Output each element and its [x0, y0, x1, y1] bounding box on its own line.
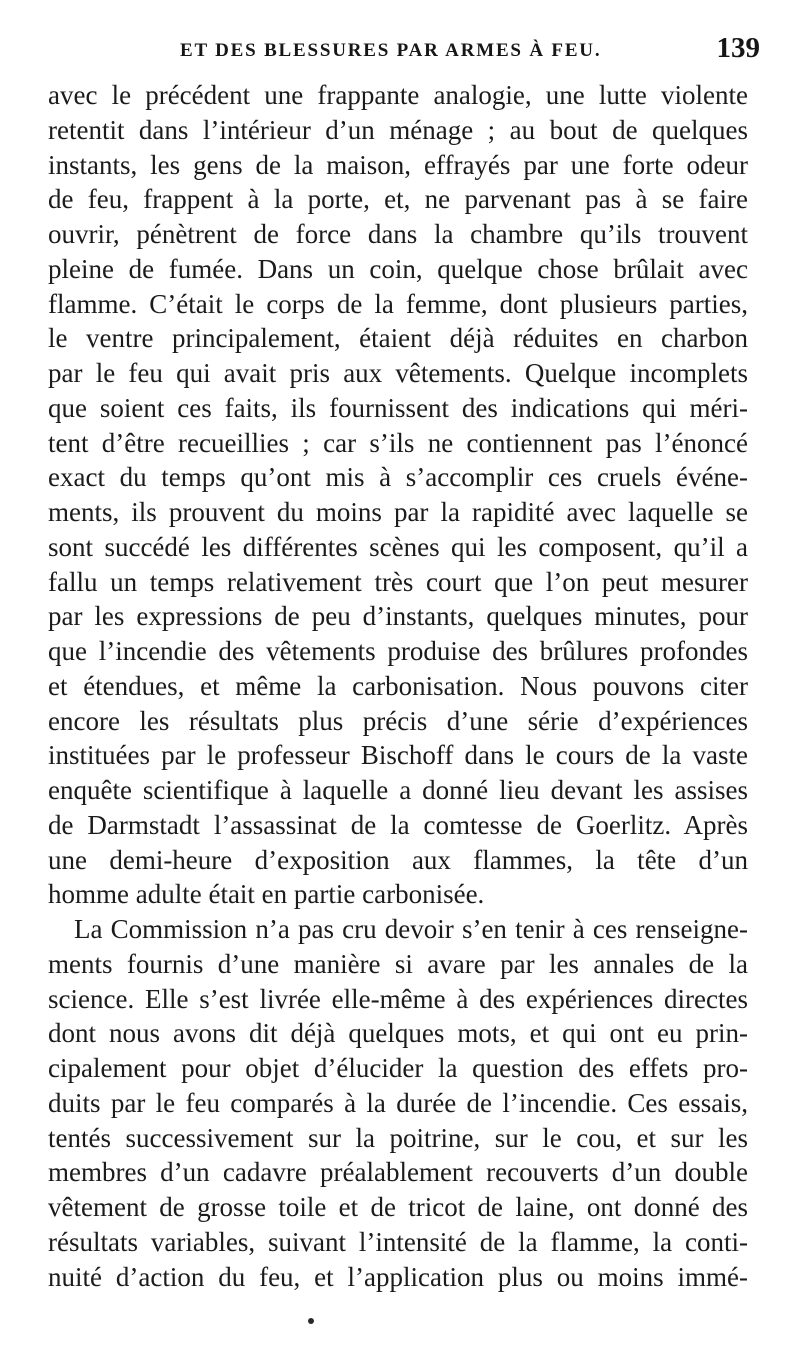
paragraph-end-line: homme adulte était en partie carbonisée.	[48, 879, 485, 910]
printer-mark-dot	[308, 1318, 314, 1324]
text-line: par les expressions de peu d’instants, quelques minutes, pour	[48, 601, 748, 632]
text-line: le ventre principalement, étaient déjà réduites en charbon	[48, 323, 748, 354]
text-line: de feu, frappent à la porte, et, ne parvenant pas à se faire	[48, 184, 748, 215]
text-line: tent d’être recueillies ; car s’ils ne contiennent pas l’énoncé	[48, 427, 748, 458]
text-line: dont nous avons dit déjà quelques mots, et qui ont eu prin-	[48, 1018, 748, 1049]
text-line: par le feu qui avait pris aux vêtements. Quelque incomplets	[48, 358, 748, 388]
text-line: pleine de fumée. Dans un coin, quelque chose brûlait avec	[48, 253, 748, 284]
text-line: ments fournis d’une manière si avare par les annales de la	[48, 948, 748, 979]
text-line: vêtement de grosse toile et de tricot de laine, ont donné des	[48, 1192, 748, 1222]
text-line: instituées par le professeur Bischoff dans le cours de la vaste	[48, 740, 748, 771]
text-line: encore les résultats plus précis d’une série d’expériences	[48, 705, 748, 736]
paragraph-start-line: La Commission n’a pas cru devoir s’en tenir à ces renseigne-	[74, 914, 748, 944]
page-number: 139	[716, 32, 760, 64]
text-line: membres d’un cadavre préalablement recouverts d’un double	[48, 1157, 748, 1188]
text-line: ments, ils prouvent du moins par la rapidité avec laquelle se	[48, 497, 748, 527]
page-header	[40, 28, 760, 76]
text-line: et étendues, et même la carbonisation. Nous pouvons citer	[48, 670, 748, 701]
text-line: nuité d’action du feu, et l’application plus ou moins immé-	[48, 1261, 748, 1292]
text-line: de Darmstadt l’assassinat de la comtesse de Goerlitz. Après	[48, 809, 748, 840]
text-line: une demi-heure d’exposition aux flammes, la tête d’un	[48, 844, 748, 875]
text-line: cipalement pour objet d’élucider la question des effets pro-	[48, 1053, 748, 1083]
text-line: que l’incendie des vêtements produise des brûlures profondes	[48, 636, 748, 666]
running-title: ET DES BLESSURES PAR ARMES À FEU.	[180, 40, 602, 61]
text-line: tentés successivement sur la poitrine, sur le cou, et sur les	[48, 1122, 748, 1153]
text-line: exact du temps qu’ont mis à s’accomplir ces cruels événe-	[48, 462, 748, 493]
text-line: duits par le feu comparés à la durée de l’incendie. Ces essais,	[48, 1087, 748, 1118]
text-line: que soient ces faits, ils fournissent des indications qui méri-	[48, 392, 748, 423]
body-text	[48, 78, 748, 1294]
text-line: avec le précédent une frappante analogie, une lutte violente	[48, 80, 748, 110]
text-line: ouvrir, pénètrent de force dans la chambre qu’ils trouvent	[48, 219, 748, 249]
text-line: sont succédé les différentes scènes qui les composent, qu’il a	[48, 531, 748, 562]
text-line: instants, les gens de la maison, effrayés par une forte odeur	[48, 149, 748, 180]
text-line: flamme. C’était le corps de la femme, dont plusieurs parties,	[48, 288, 748, 319]
text-line: science. Elle s’est livrée elle-même à des expériences directes	[48, 983, 748, 1014]
text-line: retentit dans l’intérieur d’un ménage ; au bout de quelques	[48, 114, 748, 145]
text-line: fallu un temps relativement très court que l’on peut mesurer	[48, 566, 748, 597]
text-line: enquête scientifique à laquelle a donné lieu devant les assises	[48, 775, 748, 805]
text-line: résultats variables, suivant l’intensité de la flamme, la conti-	[48, 1226, 748, 1257]
